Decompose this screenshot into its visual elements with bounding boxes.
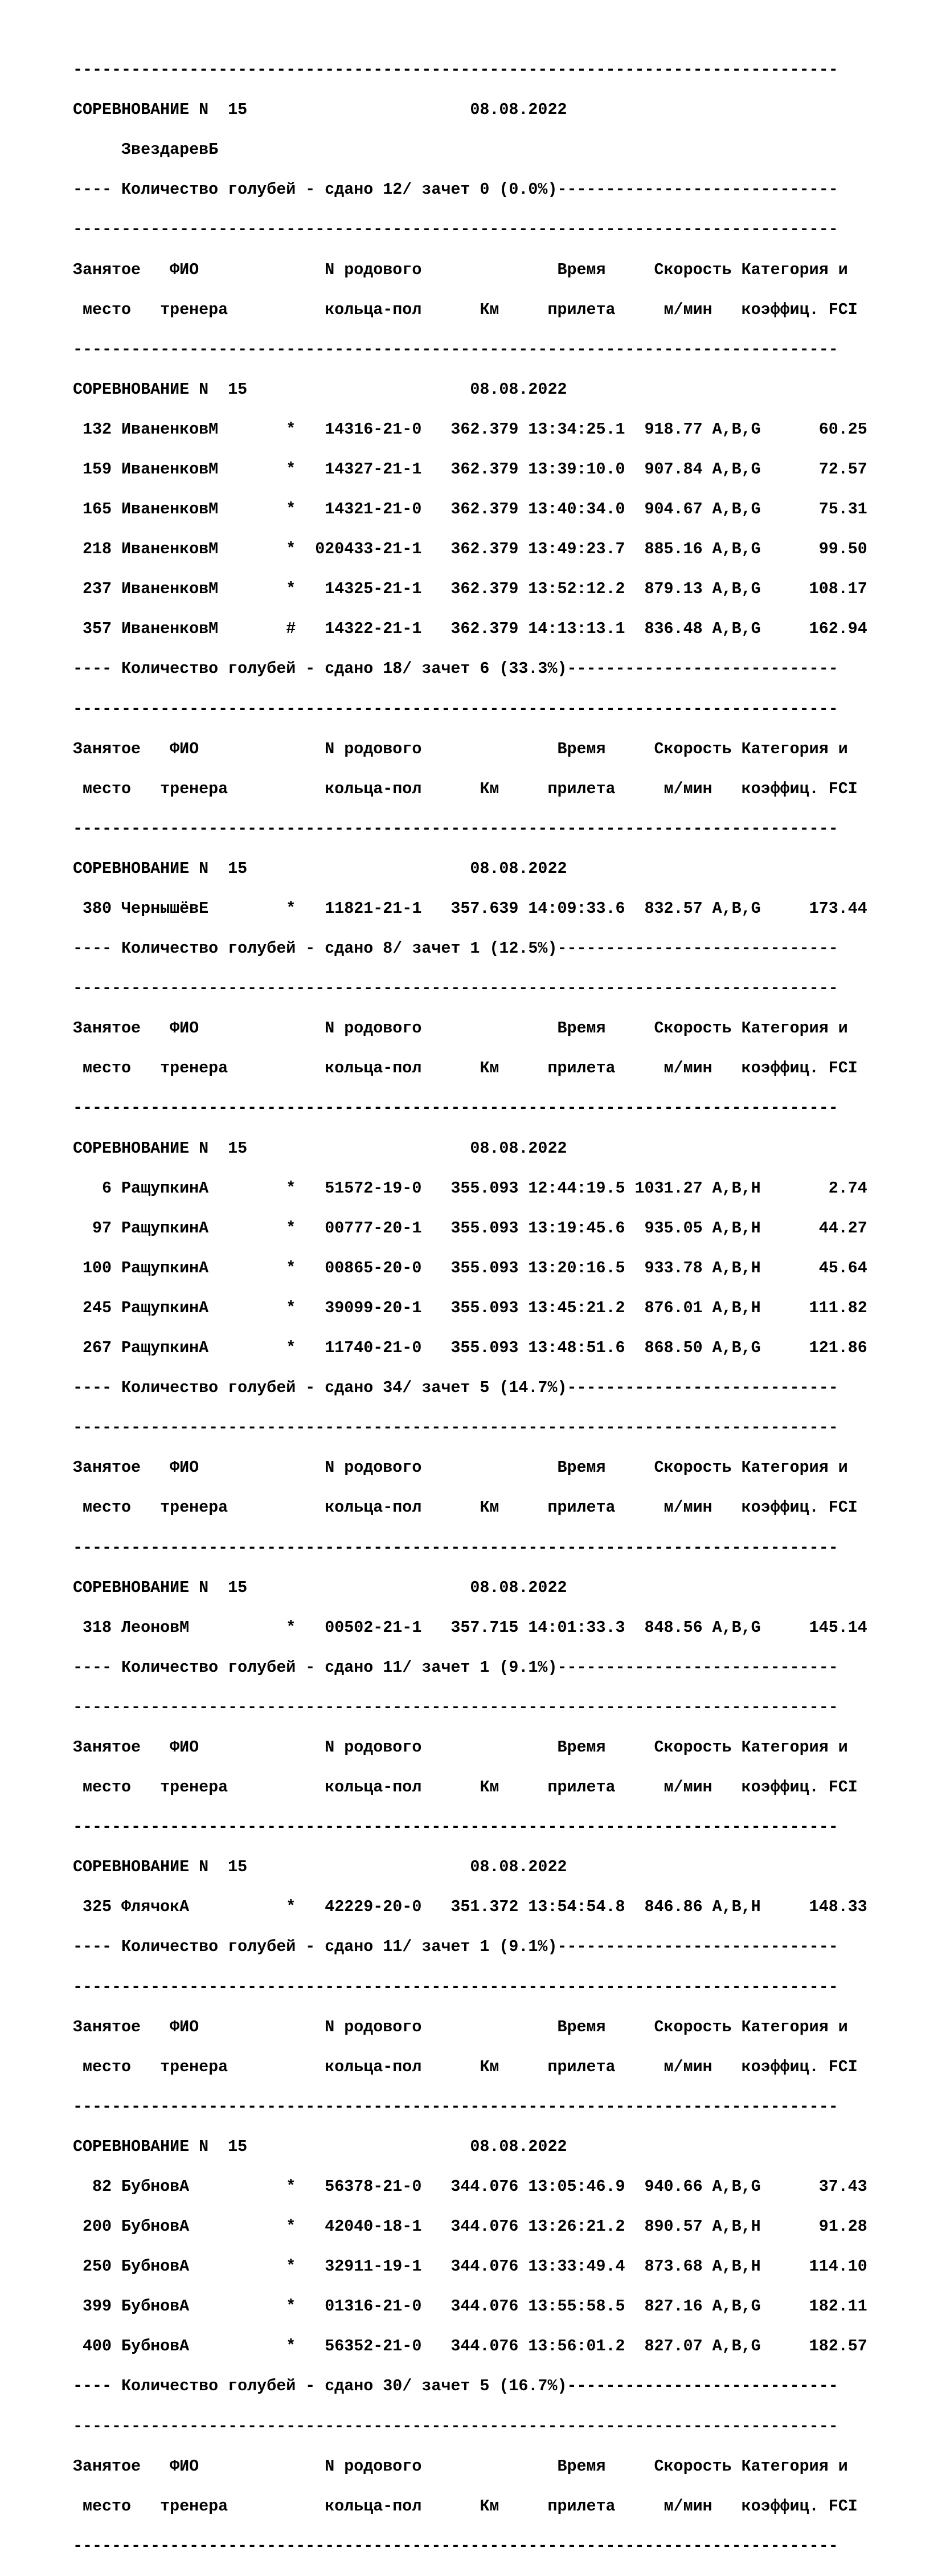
column-header-row-2: место тренера кольца-пол Км прилета м/мин коэффиц. FCI bbox=[73, 300, 858, 319]
column-header-row-1: Занятое ФИО N родового Время Скорость Категория и bbox=[73, 1737, 848, 1757]
competition-header: СОРЕВНОВАНИЕ N 15 08.08.2022 bbox=[73, 1578, 567, 1597]
competition-header: СОРЕВНОВАНИЕ N 15 08.08.2022 bbox=[73, 2137, 567, 2156]
rule-line: ------------------------------------------------------------------------------- bbox=[73, 1538, 838, 1557]
rule-line: ------------------------------------------------------------------------------- bbox=[73, 1818, 838, 1837]
result-row: 250 БубновА * 32911-19-1 344.076 13:33:49.4 873.68 A,B,H 114.10 bbox=[73, 2257, 867, 2276]
trainer-name: ЗвездаревБ bbox=[73, 140, 219, 160]
result-row: 200 БубновА * 42040-18-1 344.076 13:26:21.2 890.57 A,B,H 91.28 bbox=[73, 2217, 867, 2236]
summary-line: ---- Количество голубей - сдано 30/ зачет 5 (16.7%)---------------------------- bbox=[73, 2377, 838, 2396]
column-header-row-2: место тренера кольца-пол Км прилета м/мин коэффиц. FCI bbox=[73, 779, 858, 798]
summary-line: ---- Количество голубей - сдано 11/ зачет 1 (9.1%)----------------------------- bbox=[73, 1658, 838, 1677]
result-row: 380 ЧернышёвЕ * 11821-21-1 357.639 14:09:33.6 832.57 A,B,G 173.44 bbox=[73, 899, 867, 918]
result-row: 82 БубновА * 56378-21-0 344.076 13:05:46.9 940.66 A,B,G 37.43 bbox=[73, 2177, 867, 2197]
result-row: 237 ИваненковМ * 14325-21-1 362.379 13:52:12.2 879.13 A,B,G 108.17 bbox=[73, 579, 867, 599]
rule-line: ------------------------------------------------------------------------------- bbox=[73, 220, 838, 239]
column-header-row-1: Занятое ФИО N родового Время Скорость Категория и bbox=[73, 1458, 848, 1477]
column-header-row-2: место тренера кольца-пол Км прилета м/мин коэффиц. FCI bbox=[73, 1778, 858, 1797]
competition-header: СОРЕВНОВАНИЕ N 15 08.08.2022 bbox=[73, 1138, 567, 1158]
result-row: 325 ФлячокА * 42229-20-0 351.372 13:54:54.8 846.86 A,B,H 148.33 bbox=[73, 1897, 867, 1917]
summary-line: ---- Количество голубей - сдано 34/ зачет 5 (14.7%)---------------------------- bbox=[73, 1378, 838, 1398]
result-row: 97 РащупкинА * 00777-20-1 355.093 13:19:45.6 935.05 A,B,H 44.27 bbox=[73, 1218, 867, 1238]
rule-line: ------------------------------------------------------------------------------- bbox=[73, 2097, 838, 2116]
competition-header: СОРЕВНОВАНИЕ N 15 08.08.2022 bbox=[73, 1858, 567, 1877]
column-header-row-1: Занятое ФИО N родового Время Скорость Категория и bbox=[73, 1019, 848, 1038]
rule-line: ------------------------------------------------------------------------------- bbox=[73, 1697, 838, 1717]
result-row: 6 РащупкинА * 51572-19-0 355.093 12:44:19.5 1031.27 A,B,H 2.74 bbox=[73, 1178, 867, 1198]
result-row: 245 РащупкинА * 39099-20-1 355.093 13:45:21.2 876.01 A,B,H 111.82 bbox=[73, 1298, 867, 1317]
rule-line: ------------------------------------------------------------------------------- bbox=[73, 979, 838, 998]
column-header-row-1: Занятое ФИО N родового Время Скорость Категория и bbox=[73, 2456, 848, 2476]
summary-line: ---- Количество голубей - сдано 18/ зачет 6 (33.3%)---------------------------- bbox=[73, 659, 838, 679]
column-header-row-1: Занятое ФИО N родового Время Скорость Категория и bbox=[73, 739, 848, 758]
result-row: 165 ИваненковМ * 14321-21-0 362.379 13:40:34.0 904.67 A,B,G 75.31 bbox=[73, 500, 867, 519]
competition-header: СОРЕВНОВАНИЕ N 15 08.08.2022 bbox=[73, 100, 567, 120]
result-row: 399 БубновА * 01316-21-0 344.076 13:55:58.5 827.16 A,B,G 182.11 bbox=[73, 2297, 867, 2316]
summary-line: ---- Количество голубей - сдано 11/ зачет 1 (9.1%)----------------------------- bbox=[73, 1937, 838, 1957]
summary-line: ---- Количество голубей - сдано 8/ зачет 1 (12.5%)----------------------------- bbox=[73, 939, 838, 958]
result-row: 159 ИваненковМ * 14327-21-1 362.379 13:39:10.0 907.84 A,B,G 72.57 bbox=[73, 459, 867, 479]
column-header-row-2: место тренера кольца-пол Км прилета м/мин коэффиц. FCI bbox=[73, 2496, 858, 2516]
result-row: 318 ЛеоновМ * 00502-21-1 357.715 14:01:33.3 848.56 A,B,G 145.14 bbox=[73, 1618, 867, 1637]
rule-line: ------------------------------------------------------------------------------- bbox=[73, 699, 838, 718]
competition-header: СОРЕВНОВАНИЕ N 15 08.08.2022 bbox=[73, 379, 567, 399]
column-header-row-2: место тренера кольца-пол Км прилета м/мин коэффиц. FCI bbox=[73, 1059, 858, 1078]
rule-line: ------------------------------------------------------------------------------- bbox=[73, 60, 838, 80]
rule-line: ------------------------------------------------------------------------------- bbox=[73, 1418, 838, 1438]
rule-line: ------------------------------------------------------------------------------- bbox=[73, 2536, 838, 2555]
column-header-row-2: место тренера кольца-пол Км прилета м/мин коэффиц. FCI bbox=[73, 1498, 858, 1517]
result-row: 267 РащупкинА * 11740-21-0 355.093 13:48:51.6 868.50 A,B,G 121.86 bbox=[73, 1338, 867, 1358]
result-row: 357 ИваненковМ # 14322-21-1 362.379 14:13:13.1 836.48 A,B,G 162.94 bbox=[73, 619, 867, 639]
results-printout bbox=[73, 40, 867, 2576]
column-header-row-1: Занятое ФИО N родового Время Скорость Категория и bbox=[73, 2017, 848, 2036]
rule-line: ------------------------------------------------------------------------------- bbox=[73, 1977, 838, 1997]
column-header-row-1: Занятое ФИО N родового Время Скорость Категория и bbox=[73, 260, 848, 279]
summary-line: ---- Количество голубей - сдано 12/ зачет 0 (0.0%)----------------------------- bbox=[73, 180, 838, 199]
result-row: 100 РащупкинА * 00865-20-0 355.093 13:20:16.5 933.78 A,B,H 45.64 bbox=[73, 1258, 867, 1277]
rule-line: ------------------------------------------------------------------------------- bbox=[73, 2416, 838, 2436]
competition-header: СОРЕВНОВАНИЕ N 15 08.08.2022 bbox=[73, 859, 567, 878]
rule-line: ------------------------------------------------------------------------------- bbox=[73, 1099, 838, 1118]
result-row: 400 БубновА * 56352-21-0 344.076 13:56:01.2 827.07 A,B,G 182.57 bbox=[73, 2337, 867, 2356]
result-row: 218 ИваненковМ * 020433-21-1 362.379 13:49:23.7 885.16 A,B,G 99.50 bbox=[73, 540, 867, 559]
rule-line: ------------------------------------------------------------------------------- bbox=[73, 819, 838, 838]
rule-line: ------------------------------------------------------------------------------- bbox=[73, 340, 838, 359]
result-row: 132 ИваненковМ * 14316-21-0 362.379 13:34:25.1 918.77 A,B,G 60.25 bbox=[73, 419, 867, 439]
column-header-row-2: место тренера кольца-пол Км прилета м/мин коэффиц. FCI bbox=[73, 2057, 858, 2076]
